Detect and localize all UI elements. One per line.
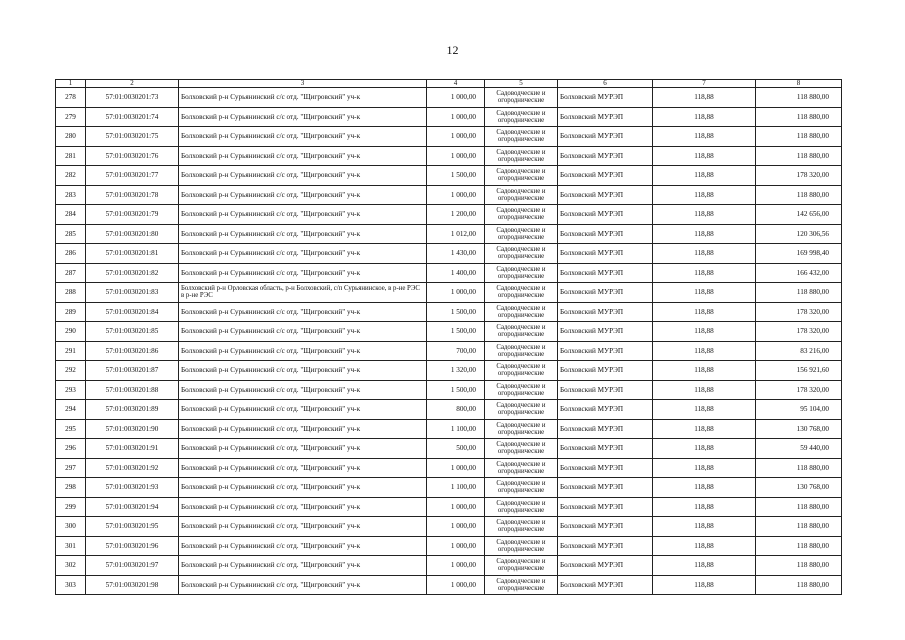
area-cell: 1 000,00 (427, 575, 485, 595)
table-row (56, 478, 842, 498)
rate-cell: 118,88 (653, 205, 756, 225)
land-use-cell: Садоводческие и огороднические (485, 575, 558, 595)
area-cell: 1 000,00 (427, 517, 485, 537)
cadastral-number-cell: 57:01:0030201:83 (86, 283, 179, 303)
cadastral-number-cell: 57:01:0030201:93 (86, 478, 179, 498)
address-cell: Болховский р-н Сурьянинский с/с отд. "Щигровский" уч-к (179, 302, 427, 322)
land-use-cell: Садоводческие и огороднические (485, 341, 558, 361)
rate-cell: 118,88 (653, 185, 756, 205)
area-cell: 1 000,00 (427, 536, 485, 556)
rate-cell: 118,88 (653, 224, 756, 244)
holder-cell: Болховский МУРЭП (558, 478, 653, 498)
table-row (56, 205, 842, 225)
header-cell: 5 (485, 80, 558, 88)
land-use-cell: Садоводческие и огороднические (485, 88, 558, 108)
value-cell: 178 320,00 (756, 380, 842, 400)
land-use-cell: Садоводческие и огороднические (485, 263, 558, 283)
area-cell: 1 400,00 (427, 263, 485, 283)
rate-cell: 118,88 (653, 283, 756, 303)
address-cell: Болховский р-н Сурьянинский с/с отд. "Щигровский" уч-к (179, 419, 427, 439)
address-cell: Болховский р-н Сурьянинский с/с отд. "Щигровский" уч-к (179, 88, 427, 108)
cadastral-number-cell: 57:01:0030201:91 (86, 439, 179, 459)
row-number-cell: 298 (56, 478, 86, 498)
area-cell: 1 000,00 (427, 146, 485, 166)
value-cell: 120 306,56 (756, 224, 842, 244)
area-cell: 1 500,00 (427, 302, 485, 322)
land-use-cell: Садоводческие и огороднические (485, 478, 558, 498)
address-cell: Болховский р-н Сурьянинский с/с отд. "Щигровский" уч-к (179, 458, 427, 478)
table-row (56, 244, 842, 264)
address-cell: Болховский р-н Сурьянинский с/с отд. "Щигровский" уч-к (179, 478, 427, 498)
value-cell: 59 440,00 (756, 439, 842, 459)
table-row (56, 517, 842, 537)
rate-cell: 118,88 (653, 380, 756, 400)
area-cell: 1 000,00 (427, 88, 485, 108)
holder-cell: Болховский МУРЭП (558, 497, 653, 517)
value-cell: 118 880,00 (756, 283, 842, 303)
holder-cell: Болховский МУРЭП (558, 322, 653, 342)
holder-cell: Болховский МУРЭП (558, 536, 653, 556)
cadastral-number-cell: 57:01:0030201:80 (86, 224, 179, 244)
rate-cell: 118,88 (653, 575, 756, 595)
area-cell: 1 320,00 (427, 361, 485, 381)
rate-cell: 118,88 (653, 127, 756, 147)
table-row (56, 458, 842, 478)
row-number-cell: 282 (56, 166, 86, 186)
value-cell: 118 880,00 (756, 536, 842, 556)
table-row (56, 224, 842, 244)
row-number-cell: 297 (56, 458, 86, 478)
cadastral-number-cell: 57:01:0030201:84 (86, 302, 179, 322)
cadastral-number-cell: 57:01:0030201:88 (86, 380, 179, 400)
area-cell: 1 000,00 (427, 185, 485, 205)
area-cell: 1 000,00 (427, 556, 485, 576)
header-cell: 1 (56, 80, 86, 88)
rate-cell: 118,88 (653, 244, 756, 264)
table-row (56, 107, 842, 127)
area-cell: 1 012,00 (427, 224, 485, 244)
land-use-cell: Садоводческие и огороднические (485, 400, 558, 420)
header-cell: 6 (558, 80, 653, 88)
table-row (56, 146, 842, 166)
holder-cell: Болховский МУРЭП (558, 244, 653, 264)
land-use-cell: Садоводческие и огороднические (485, 107, 558, 127)
row-number-cell: 303 (56, 575, 86, 595)
holder-cell: Болховский МУРЭП (558, 400, 653, 420)
value-cell: 118 880,00 (756, 556, 842, 576)
area-cell: 1 200,00 (427, 205, 485, 225)
table-row (56, 380, 842, 400)
address-cell: Болховский р-н Сурьянинский с/с отд. "Щигровский" уч-к (179, 536, 427, 556)
holder-cell: Болховский МУРЭП (558, 341, 653, 361)
value-cell: 95 104,00 (756, 400, 842, 420)
value-cell: 142 656,00 (756, 205, 842, 225)
table-row (56, 283, 842, 303)
cadastral-number-cell: 57:01:0030201:81 (86, 244, 179, 264)
address-cell: Болховский р-н Орловская область, р-н Болховский, с/п Сурьянинское, в р-не РЭС в р-не РЭС (179, 283, 427, 303)
row-number-cell: 301 (56, 536, 86, 556)
row-number-cell: 281 (56, 146, 86, 166)
value-cell: 130 768,00 (756, 478, 842, 498)
row-number-cell: 291 (56, 341, 86, 361)
rate-cell: 118,88 (653, 302, 756, 322)
value-cell: 166 432,00 (756, 263, 842, 283)
header-cell: 8 (756, 80, 842, 88)
table-row (56, 341, 842, 361)
cadastral-number-cell: 57:01:0030201:76 (86, 146, 179, 166)
area-cell: 500,00 (427, 439, 485, 459)
value-cell: 156 921,60 (756, 361, 842, 381)
cadastral-number-cell: 57:01:0030201:77 (86, 166, 179, 186)
land-use-cell: Садоводческие и огороднические (485, 497, 558, 517)
cadastral-number-cell: 57:01:0030201:96 (86, 536, 179, 556)
table-row (56, 127, 842, 147)
area-cell: 1 100,00 (427, 478, 485, 498)
rate-cell: 118,88 (653, 322, 756, 342)
row-number-cell: 293 (56, 380, 86, 400)
cadastral-number-cell: 57:01:0030201:85 (86, 322, 179, 342)
holder-cell: Болховский МУРЭП (558, 575, 653, 595)
table-row (56, 88, 842, 108)
value-cell: 118 880,00 (756, 497, 842, 517)
land-use-cell: Садоводческие и огороднические (485, 458, 558, 478)
value-cell: 178 320,00 (756, 302, 842, 322)
address-cell: Болховский р-н Сурьянинский с/с отд. "Щигровский" уч-к (179, 224, 427, 244)
table-row (56, 361, 842, 381)
row-number-cell: 296 (56, 439, 86, 459)
area-cell: 1 000,00 (427, 497, 485, 517)
table-row (56, 302, 842, 322)
holder-cell: Болховский МУРЭП (558, 380, 653, 400)
address-cell: Болховский р-н Сурьянинский с/с отд. "Щигровский" уч-к (179, 205, 427, 225)
land-use-cell: Садоводческие и огороднические (485, 517, 558, 537)
address-cell: Болховский р-н Сурьянинский с/с отд. "Щигровский" уч-к (179, 322, 427, 342)
row-number-cell: 284 (56, 205, 86, 225)
row-number-cell: 288 (56, 283, 86, 303)
row-number-cell: 295 (56, 419, 86, 439)
value-cell: 178 320,00 (756, 322, 842, 342)
row-number-cell: 280 (56, 127, 86, 147)
cadastral-number-cell: 57:01:0030201:79 (86, 205, 179, 225)
land-use-cell: Садоводческие и огороднические (485, 536, 558, 556)
value-cell: 83 216,00 (756, 341, 842, 361)
header-cell: 4 (427, 80, 485, 88)
row-number-cell: 278 (56, 88, 86, 108)
holder-cell: Болховский МУРЭП (558, 107, 653, 127)
address-cell: Болховский р-н Сурьянинский с/с отд. "Щигровский" уч-к (179, 400, 427, 420)
holder-cell: Болховский МУРЭП (558, 556, 653, 576)
rate-cell: 118,88 (653, 536, 756, 556)
holder-cell: Болховский МУРЭП (558, 205, 653, 225)
area-cell: 1 000,00 (427, 283, 485, 303)
row-number-cell: 287 (56, 263, 86, 283)
land-use-cell: Садоводческие и огороднические (485, 361, 558, 381)
value-cell: 118 880,00 (756, 458, 842, 478)
row-number-cell: 294 (56, 400, 86, 420)
header-cell: 7 (653, 80, 756, 88)
holder-cell: Болховский МУРЭП (558, 146, 653, 166)
header-cell: 3 (179, 80, 427, 88)
table-row (56, 575, 842, 595)
cadastral-number-cell: 57:01:0030201:75 (86, 127, 179, 147)
cadastral-number-cell: 57:01:0030201:94 (86, 497, 179, 517)
value-cell: 169 998,40 (756, 244, 842, 264)
address-cell: Болховский р-н Сурьянинский с/с отд. "Щигровский" уч-к (179, 166, 427, 186)
holder-cell: Болховский МУРЭП (558, 185, 653, 205)
area-cell: 1 100,00 (427, 419, 485, 439)
holder-cell: Болховский МУРЭП (558, 127, 653, 147)
rate-cell: 118,88 (653, 439, 756, 459)
rate-cell: 118,88 (653, 478, 756, 498)
land-plots-table (55, 79, 842, 595)
cadastral-number-cell: 57:01:0030201:92 (86, 458, 179, 478)
table-row (56, 439, 842, 459)
row-number-cell: 292 (56, 361, 86, 381)
address-cell: Болховский р-н Сурьянинский с/с отд. "Щигровский" уч-к (179, 244, 427, 264)
land-use-cell: Садоводческие и огороднические (485, 127, 558, 147)
address-cell: Болховский р-н Сурьянинский с/с отд. "Щигровский" уч-к (179, 127, 427, 147)
row-number-cell: 283 (56, 185, 86, 205)
land-use-cell: Садоводческие и огороднические (485, 283, 558, 303)
row-number-cell: 290 (56, 322, 86, 342)
value-cell: 118 880,00 (756, 185, 842, 205)
land-use-cell: Садоводческие и огороднические (485, 244, 558, 264)
holder-cell: Болховский МУРЭП (558, 458, 653, 478)
header-cell: 2 (86, 80, 179, 88)
holder-cell: Болховский МУРЭП (558, 283, 653, 303)
area-cell: 1 500,00 (427, 322, 485, 342)
row-number-cell: 300 (56, 517, 86, 537)
cadastral-number-cell: 57:01:0030201:86 (86, 341, 179, 361)
land-use-cell: Садоводческие и огороднические (485, 439, 558, 459)
value-cell: 118 880,00 (756, 127, 842, 147)
table-header (56, 80, 842, 88)
address-cell: Болховский р-н Сурьянинский с/с отд. "Щигровский" уч-к (179, 380, 427, 400)
row-number-cell: 279 (56, 107, 86, 127)
area-cell: 1 500,00 (427, 380, 485, 400)
value-cell: 178 320,00 (756, 166, 842, 186)
land-use-cell: Садоводческие и огороднические (485, 322, 558, 342)
holder-cell: Болховский МУРЭП (558, 166, 653, 186)
cadastral-number-cell: 57:01:0030201:82 (86, 263, 179, 283)
holder-cell: Болховский МУРЭП (558, 224, 653, 244)
address-cell: Болховский р-н Сурьянинский с/с отд. "Щигровский" уч-к (179, 263, 427, 283)
land-use-cell: Садоводческие и огороднические (485, 146, 558, 166)
value-cell: 118 880,00 (756, 575, 842, 595)
holder-cell: Болховский МУРЭП (558, 302, 653, 322)
land-use-cell: Садоводческие и огороднические (485, 185, 558, 205)
address-cell: Болховский р-н Сурьянинский с/с отд. "Щигровский" уч-к (179, 185, 427, 205)
rate-cell: 118,88 (653, 517, 756, 537)
rate-cell: 118,88 (653, 88, 756, 108)
holder-cell: Болховский МУРЭП (558, 439, 653, 459)
table-row (56, 263, 842, 283)
rate-cell: 118,88 (653, 419, 756, 439)
rate-cell: 118,88 (653, 341, 756, 361)
page-number: 12 (446, 43, 459, 57)
area-cell: 1 500,00 (427, 166, 485, 186)
holder-cell: Болховский МУРЭП (558, 88, 653, 108)
area-cell: 1 000,00 (427, 458, 485, 478)
holder-cell: Болховский МУРЭП (558, 419, 653, 439)
rate-cell: 118,88 (653, 361, 756, 381)
area-cell: 1 000,00 (427, 107, 485, 127)
table-row (56, 536, 842, 556)
cadastral-number-cell: 57:01:0030201:95 (86, 517, 179, 537)
holder-cell: Болховский МУРЭП (558, 361, 653, 381)
area-cell: 700,00 (427, 341, 485, 361)
value-cell: 118 880,00 (756, 517, 842, 537)
value-cell: 118 880,00 (756, 107, 842, 127)
cadastral-number-cell: 57:01:0030201:87 (86, 361, 179, 381)
land-use-cell: Садоводческие и огороднические (485, 380, 558, 400)
address-cell: Болховский р-н Сурьянинский с/с отд. "Щигровский" уч-к (179, 107, 427, 127)
row-number-cell: 285 (56, 224, 86, 244)
address-cell: Болховский р-н Сурьянинский с/с отд. "Щигровский" уч-к (179, 439, 427, 459)
row-number-cell: 289 (56, 302, 86, 322)
rate-cell: 118,88 (653, 263, 756, 283)
address-cell: Болховский р-н Сурьянинский с/с отд. "Щигровский" уч-к (179, 146, 427, 166)
cadastral-number-cell: 57:01:0030201:90 (86, 419, 179, 439)
cadastral-number-cell: 57:01:0030201:74 (86, 107, 179, 127)
holder-cell: Болховский МУРЭП (558, 517, 653, 537)
row-number-cell: 302 (56, 556, 86, 576)
table-row (56, 166, 842, 186)
area-cell: 1 430,00 (427, 244, 485, 264)
address-cell: Болховский р-н Сурьянинский с/с отд. "Щигровский" уч-к (179, 556, 427, 576)
table-row (56, 419, 842, 439)
row-number-cell: 286 (56, 244, 86, 264)
cadastral-number-cell: 57:01:0030201:98 (86, 575, 179, 595)
land-use-cell: Садоводческие и огороднические (485, 419, 558, 439)
address-cell: Болховский р-н Сурьянинский с/с отд. "Щигровский" уч-к (179, 361, 427, 381)
address-cell: Болховский р-н Сурьянинский с/с отд. "Щигровский" уч-к (179, 517, 427, 537)
rate-cell: 118,88 (653, 400, 756, 420)
header-row (56, 80, 842, 88)
table-row (56, 322, 842, 342)
cadastral-number-cell: 57:01:0030201:89 (86, 400, 179, 420)
table-row (56, 400, 842, 420)
address-cell: Болховский р-н Сурьянинский с/с отд. "Щигровский" уч-к (179, 575, 427, 595)
row-number-cell: 299 (56, 497, 86, 517)
area-cell: 800,00 (427, 400, 485, 420)
holder-cell: Болховский МУРЭП (558, 263, 653, 283)
value-cell: 118 880,00 (756, 88, 842, 108)
table-row (56, 497, 842, 517)
area-cell: 1 000,00 (427, 127, 485, 147)
cadastral-number-cell: 57:01:0030201:78 (86, 185, 179, 205)
table-body (56, 88, 842, 595)
land-use-cell: Садоводческие и огороднические (485, 166, 558, 186)
rate-cell: 118,88 (653, 146, 756, 166)
land-use-cell: Садоводческие и огороднические (485, 224, 558, 244)
cadastral-number-cell: 57:01:0030201:73 (86, 88, 179, 108)
value-cell: 130 768,00 (756, 419, 842, 439)
table-row (56, 185, 842, 205)
value-cell: 118 880,00 (756, 146, 842, 166)
address-cell: Болховский р-н Сурьянинский с/с отд. "Щигровский" уч-к (179, 341, 427, 361)
land-use-cell: Садоводческие и огороднические (485, 556, 558, 576)
rate-cell: 118,88 (653, 556, 756, 576)
cadastral-number-cell: 57:01:0030201:97 (86, 556, 179, 576)
rate-cell: 118,88 (653, 458, 756, 478)
rate-cell: 118,88 (653, 497, 756, 517)
rate-cell: 118,88 (653, 107, 756, 127)
land-use-cell: Садоводческие и огороднические (485, 302, 558, 322)
table-row (56, 556, 842, 576)
land-use-cell: Садоводческие и огороднические (485, 205, 558, 225)
address-cell: Болховский р-н Сурьянинский с/с отд. "Щигровский" уч-к (179, 497, 427, 517)
rate-cell: 118,88 (653, 166, 756, 186)
